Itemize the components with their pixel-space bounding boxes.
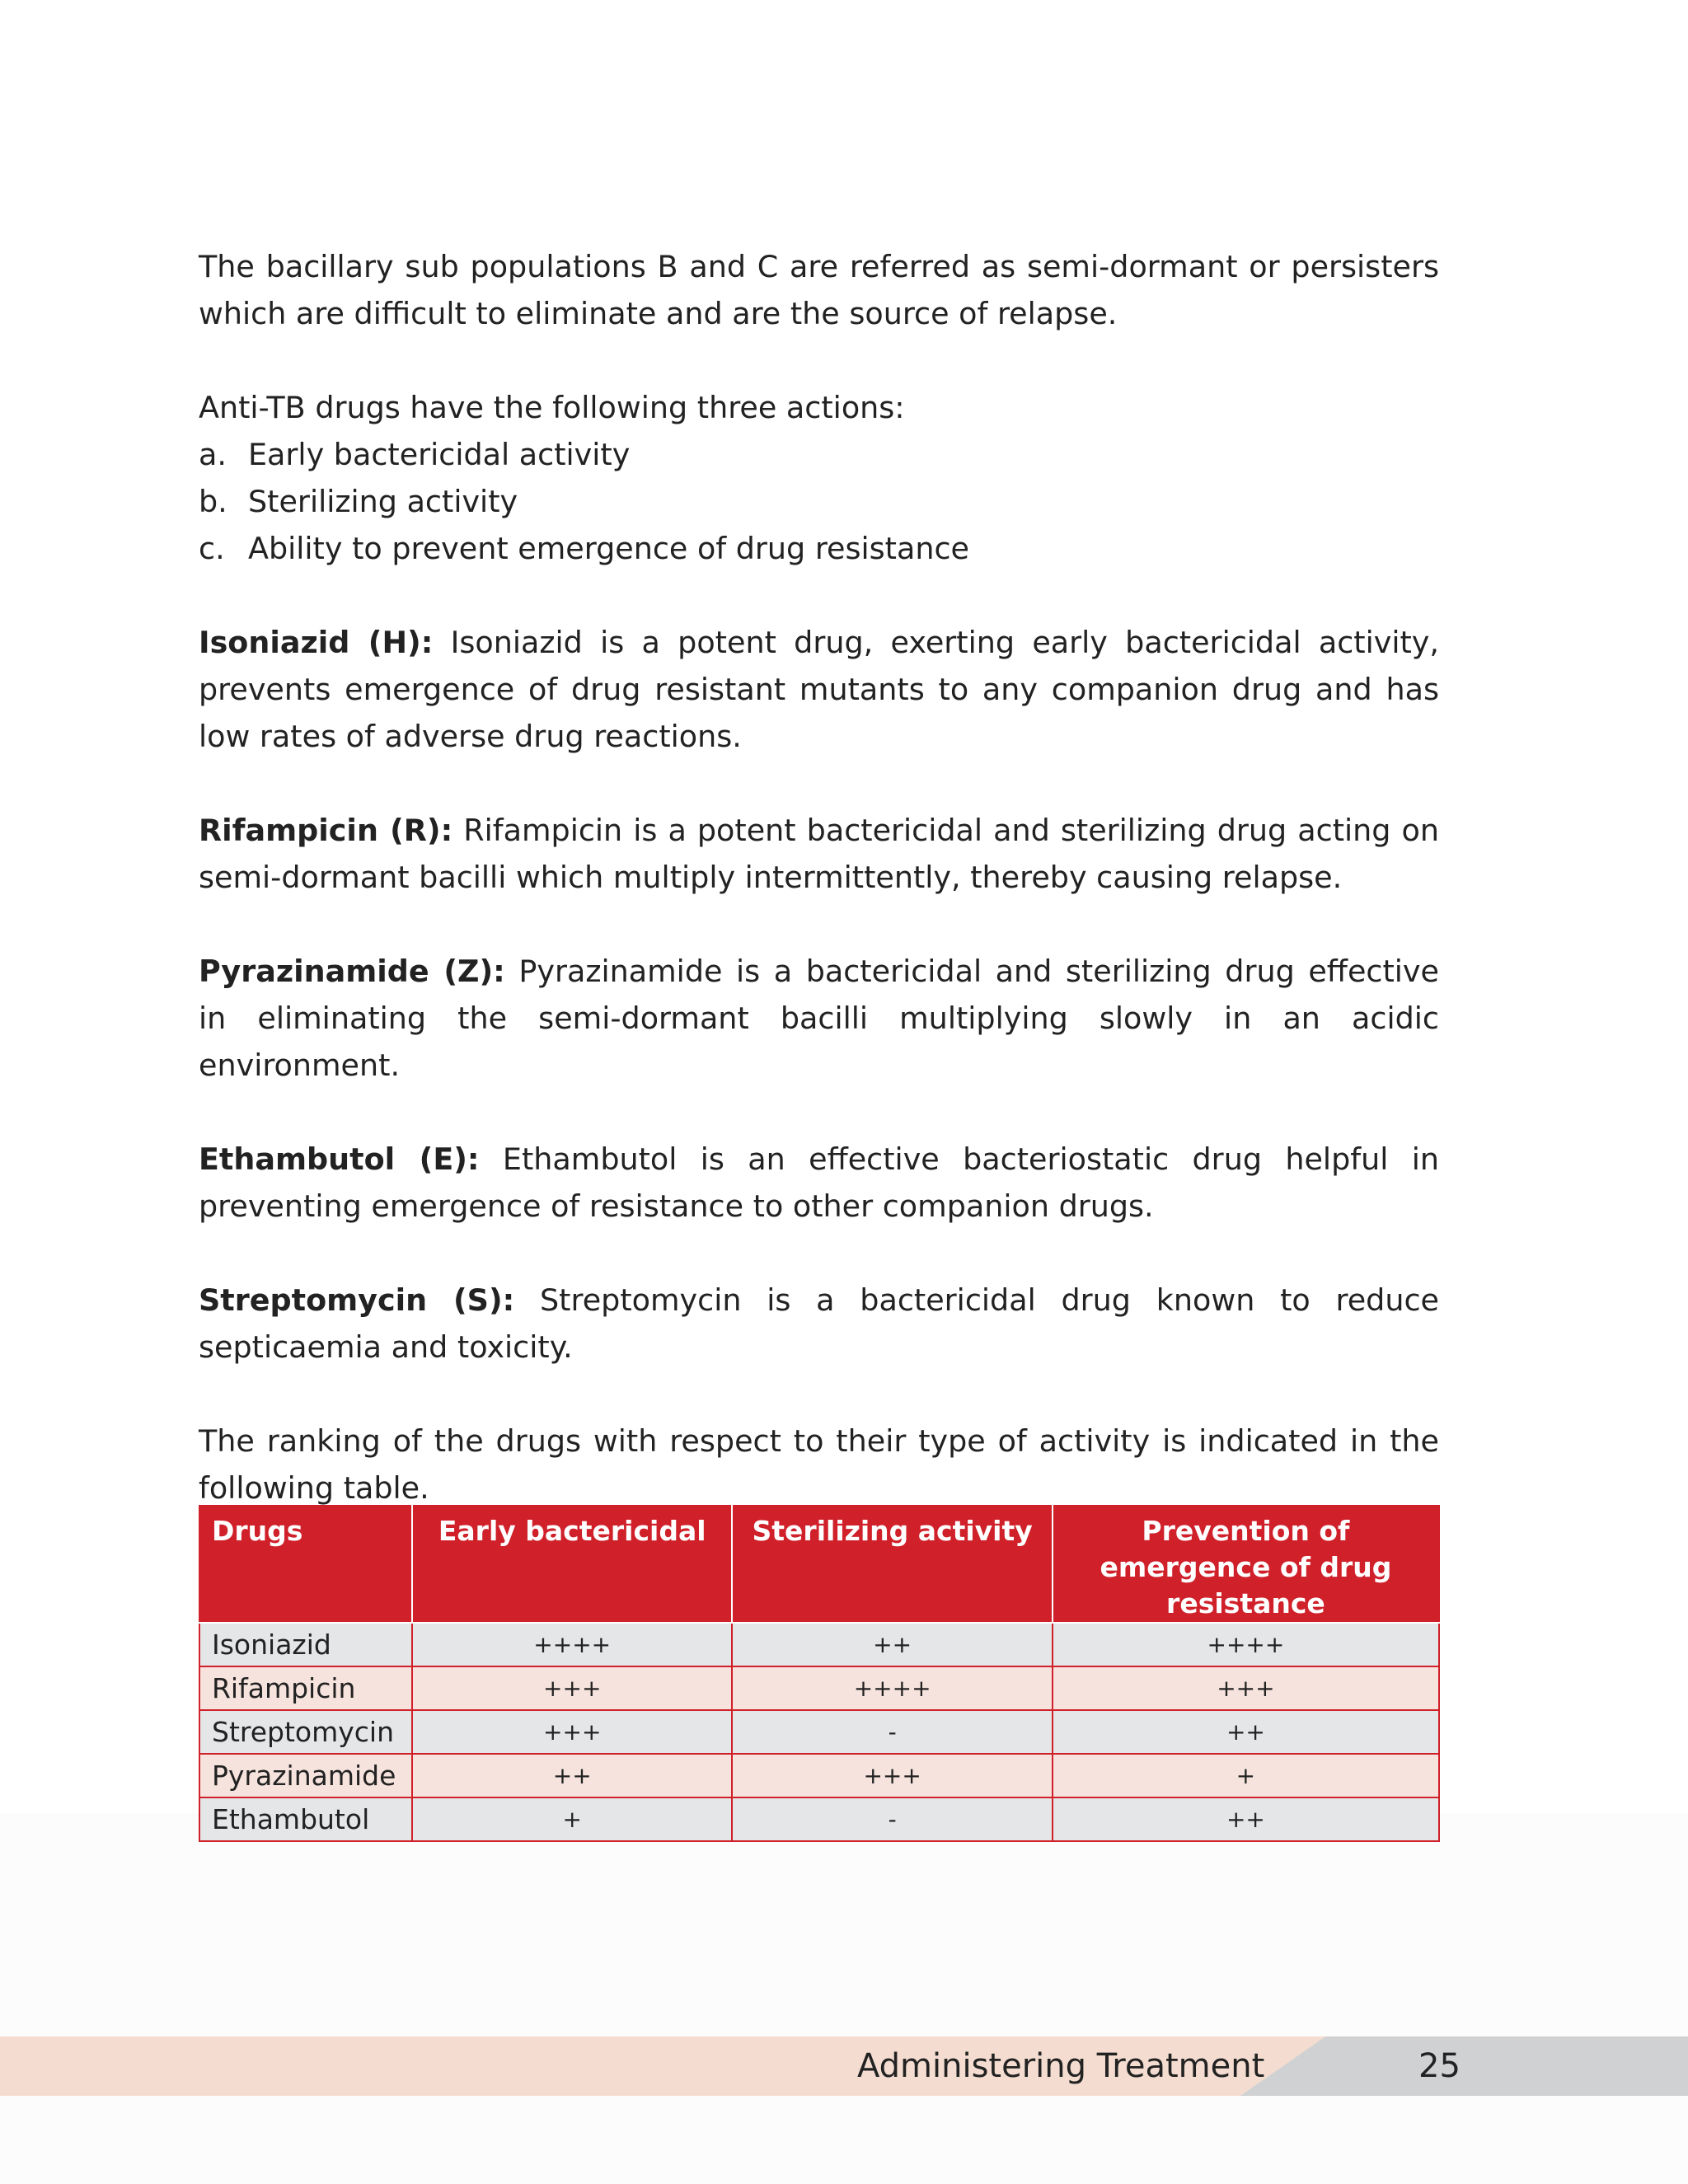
list-item-text: Early bactericidal activity	[248, 437, 631, 472]
drug-paragraph-streptomycin	[199, 1277, 1439, 1371]
page-body	[199, 243, 1439, 1558]
drug-paragraph-rifampicin	[199, 807, 1439, 901]
table-row	[199, 1710, 1439, 1754]
drug-description: Isoniazid is a potent drug, exerting early bactericidal activity, prevents emergence of drug resistant mutants to any companion drug and has low rates of adverse drug reactions.	[199, 625, 1440, 754]
table-cell-drug: Rifampicin	[199, 1666, 412, 1710]
table-row	[199, 1754, 1439, 1797]
drug-description: Pyrazinamide is a bactericidal and sterilizing drug effective in eliminating the semi-dormant bacilli multiplying slowly in an acidic environment.	[199, 954, 1439, 1083]
footer-section-title: Administering Treatment	[857, 2047, 1265, 2085]
table-cell-sterilizing: +++	[732, 1754, 1052, 1797]
drug-description: Streptomycin is a bactericidal drug known to reduce septicaemia and toxicity.	[199, 1282, 1439, 1365]
intro-paragraph: The bacillary sub populations B and C are referred as semi-dormant or persisters which are difficult to eliminate and are the source of relapse.	[199, 249, 1439, 331]
table-cell-sterilizing: ++	[732, 1623, 1052, 1666]
table-cell-sterilizing: -	[732, 1797, 1052, 1841]
list-item-text: Ability to prevent emergence of drug resistance	[248, 531, 970, 566]
drug-term: Rifampicin (R):	[199, 813, 453, 848]
actions-intro: Anti-TB drugs have the following three actions:	[199, 390, 905, 425]
drug-description: Ethambutol is an effective bacteriostatic drug helpful in preventing emergence of resistance to other companion drugs.	[199, 1141, 1439, 1224]
page-number: 25	[1418, 2047, 1461, 2085]
ranking-paragraph: The ranking of the drugs with respect to their type of activity is indicated in the following table.	[199, 1423, 1439, 1506]
list-marker: c.	[199, 531, 225, 566]
table-cell-sterilizing: ++++	[732, 1666, 1052, 1710]
actions-list	[199, 431, 1439, 572]
table-cell-prevention: +++	[1053, 1666, 1439, 1710]
drug-description: Rifampicin is a potent bactericidal and sterilizing drug acting on semi-dormant bacilli which multiply intermittently, thereby causing relapse.	[199, 813, 1439, 895]
table-cell-sterilizing: -	[732, 1710, 1052, 1754]
table-cell-prevention: ++	[1053, 1797, 1439, 1841]
table-cell-prevention: ++	[1053, 1710, 1439, 1754]
table-cell-early: +++	[412, 1666, 732, 1710]
table-row	[199, 1623, 1439, 1666]
table-cell-early: ++	[412, 1754, 732, 1797]
drug-term: Pyrazinamide (Z):	[199, 954, 505, 989]
page-background-lower	[0, 1813, 1688, 2184]
drug-term: Ethambutol (E):	[199, 1141, 480, 1177]
table-header-prevention: Prevention of emergence of drug resistance	[1053, 1506, 1439, 1623]
table-header-early: Early bactericidal	[412, 1506, 732, 1623]
list-marker: a.	[199, 437, 227, 472]
table-cell-early: +	[412, 1797, 732, 1841]
list-item	[199, 431, 1439, 478]
table-cell-drug: Streptomycin	[199, 1710, 412, 1754]
table-cell-early: ++++	[412, 1623, 732, 1666]
table-cell-prevention: +	[1053, 1754, 1439, 1797]
drug-ranking-table	[199, 1505, 1440, 1842]
drug-paragraph-isoniazid	[199, 619, 1439, 760]
table-header-sterilizing: Sterilizing activity	[732, 1506, 1052, 1623]
table-header-row	[199, 1506, 1439, 1623]
table-cell-prevention: ++++	[1053, 1623, 1439, 1666]
table-cell-drug: Ethambutol	[199, 1797, 412, 1841]
table-row	[199, 1797, 1439, 1841]
list-marker: b.	[199, 484, 227, 519]
list-item	[199, 478, 1439, 525]
table-cell-drug: Isoniazid	[199, 1623, 412, 1666]
drug-paragraph-ethambutol	[199, 1136, 1439, 1230]
list-item-text: Sterilizing activity	[248, 484, 518, 519]
drug-paragraph-pyrazinamide	[199, 948, 1439, 1089]
drug-term: Streptomycin (S):	[199, 1282, 515, 1318]
table-row	[199, 1666, 1439, 1710]
list-item	[199, 525, 1439, 572]
table-cell-drug: Pyrazinamide	[199, 1754, 412, 1797]
table-cell-early: +++	[412, 1710, 732, 1754]
table-header-drugs: Drugs	[199, 1506, 412, 1623]
drug-term: Isoniazid (H):	[199, 625, 434, 660]
